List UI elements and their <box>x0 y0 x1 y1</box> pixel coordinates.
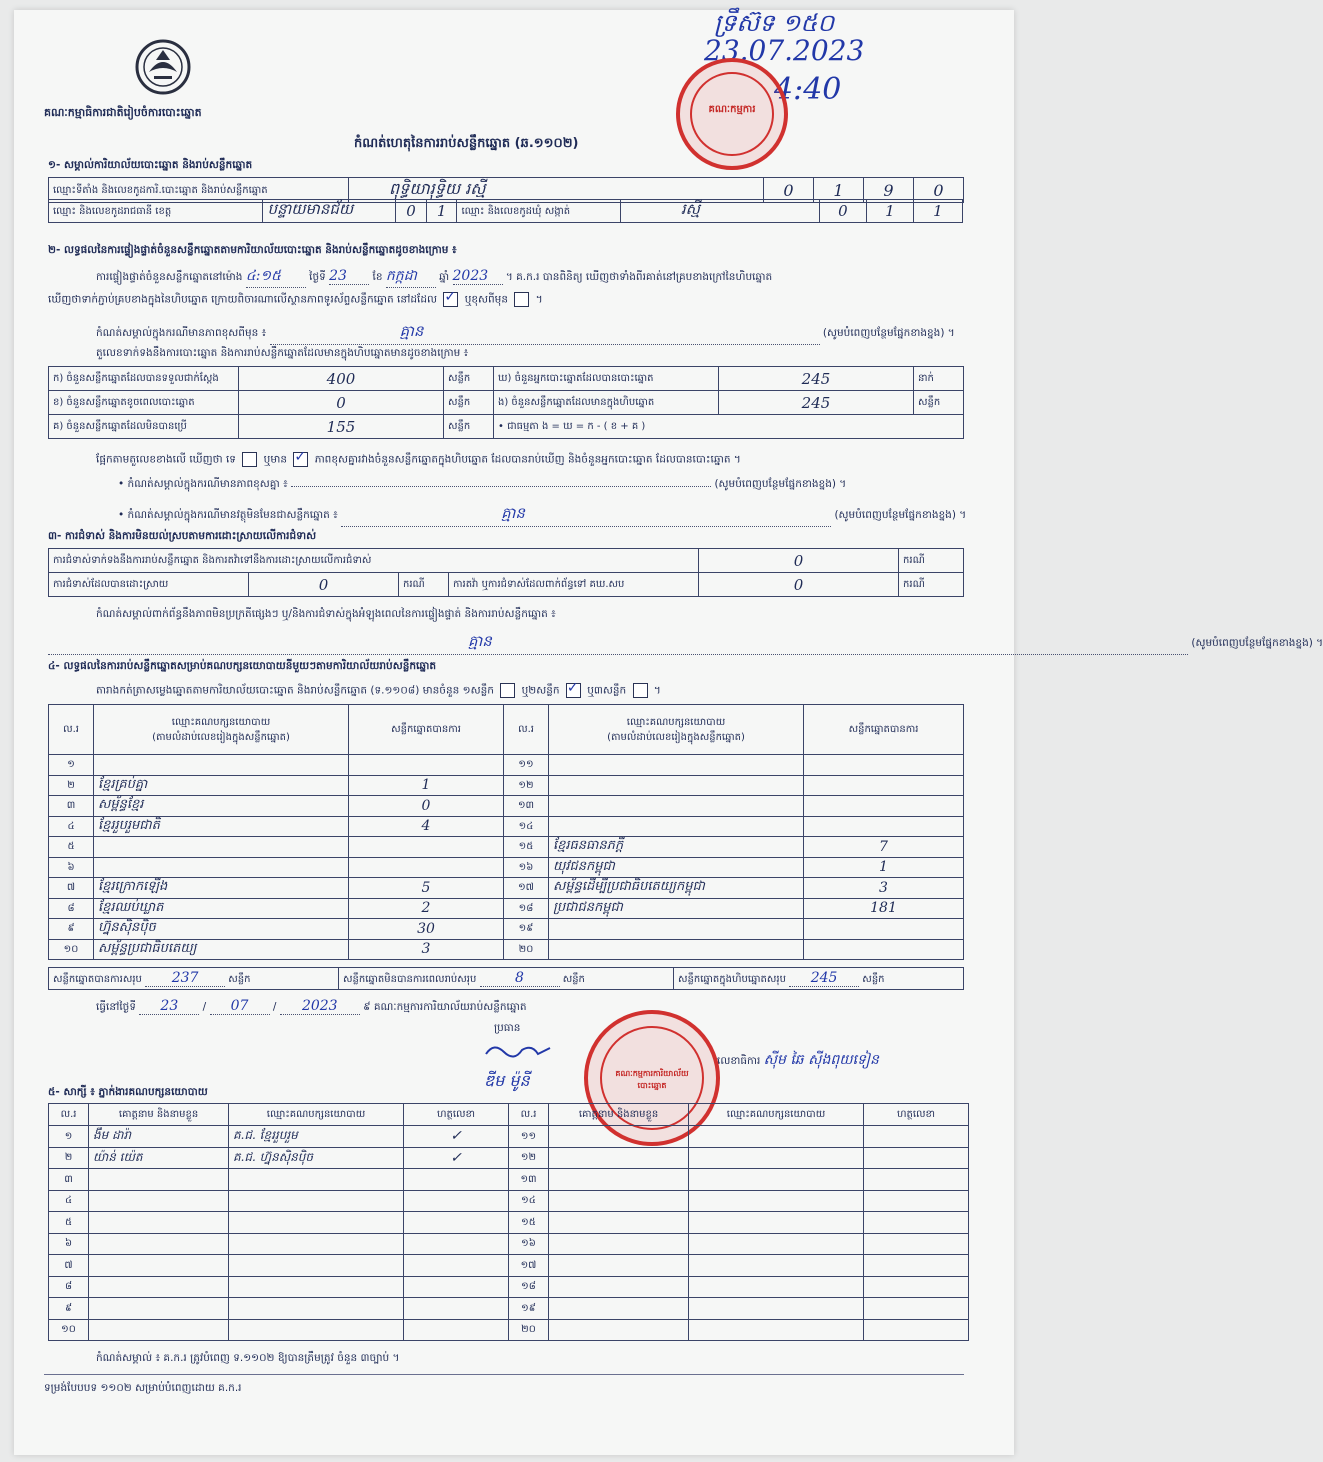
row-number: ១០ <box>49 1319 89 1341</box>
witness-party <box>689 1169 864 1191</box>
figures-table <box>48 366 964 439</box>
party-name <box>549 796 804 817</box>
row-number: ១១ <box>509 1126 549 1148</box>
row-number: ១៥ <box>504 837 549 858</box>
witness-name <box>549 1126 689 1148</box>
party-votes: 5 <box>349 878 504 899</box>
row-number: ១៨ <box>509 1276 549 1298</box>
row-number: ៥ <box>49 1212 89 1234</box>
witness-name <box>89 1255 229 1277</box>
col-party-header: ឈ្មោះគណបក្សនយោបាយ <box>689 1104 864 1126</box>
table-row <box>49 1276 969 1298</box>
note1-value: គ្មាន <box>270 322 820 345</box>
unit-label: សន្លឹក <box>914 391 964 415</box>
one-sheet-checkbox[interactable] <box>500 683 515 698</box>
section3-note-line: គ្មាន (សូមបំពេញបន្ថែមផ្នែកខាងខ្នង) ។ <box>48 632 1323 655</box>
witness-name <box>89 1169 229 1191</box>
row-number: ២០ <box>504 939 549 960</box>
section3-note: កំណត់សម្គាល់ពាក់ព័ន្ធនឹងភាពមិនប្រក្រតីផ្សេងៗ ឬ/និងការជំទាស់ក្នុងអំឡុងពេលនៃការផ្ទៀងផ្ទាត់ និងការរាប់សន្លឹកឆ្នោត ៖ <box>96 608 556 620</box>
province-code-digit: 0 <box>396 200 427 223</box>
witness-name <box>89 1190 229 1212</box>
has-discrepancy-checkbox[interactable] <box>293 452 308 467</box>
row-number: ៣ <box>49 1169 89 1191</box>
witness-name <box>89 1276 229 1298</box>
total-box: 245 <box>789 970 859 987</box>
section5-heading: ៥- សាក្សី ៖ ភ្នាក់ងារគណបក្សនយោបាយ <box>48 1086 208 1098</box>
witness-party <box>229 1169 404 1191</box>
witness-signature <box>864 1212 969 1234</box>
party-name <box>549 755 804 776</box>
commune-name: រស្មី <box>620 200 819 223</box>
party-name: សម្ព័ន្ធដើម្បីប្រជាធិបតេយ្យកម្ពុជា <box>549 878 804 899</box>
pages-line: តារាងកត់ត្រាសម្លេងឆ្នោតតាមការិយាល័យបោះឆ្នោត និងរាប់សន្លឹកឆ្នោត (ទ.១១០៨) មានចំនួន ១សន្លឹក ឬ២សន្លឹក ✓ ឬ៣សន្លឹក ។ <box>96 683 661 700</box>
table-row <box>49 857 964 878</box>
row-number: ១៧ <box>504 878 549 899</box>
commune-label: ឈ្មោះ និងលេខកូដឃុំ សង្កាត់ <box>457 200 620 223</box>
col-party-header: ឈ្មោះគណបក្សនយោបាយ (តាមលំដាប់លេខរៀងក្នុងសន្លឹកឆ្នោត) <box>94 705 349 755</box>
made-year: 2023 <box>280 998 360 1015</box>
witness-name <box>549 1190 689 1212</box>
witness-party <box>229 1255 404 1277</box>
different-checkbox[interactable] <box>514 292 529 307</box>
total-valid-cell: សន្លឹកឆ្នោតបានការសរុប 237 សន្លឹក <box>49 968 339 990</box>
party-name: ខ្មែរក្រោកឡើង <box>94 878 349 899</box>
unit-label: សន្លឹក <box>444 391 494 415</box>
commune-code-digit: 1 <box>866 200 913 223</box>
row-number: ១៤ <box>504 816 549 837</box>
table-row <box>49 1126 969 1148</box>
witness-party <box>229 1212 404 1234</box>
col-sign-header: ហត្ថលេខា <box>404 1104 509 1126</box>
party-name: ខ្មែរឈប់ឃ្លាត <box>94 898 349 919</box>
party-name <box>549 775 804 796</box>
note1-line: កំណត់សម្គាល់ក្នុងករណីមានភាពខុសពីមុន ៖ គ្មាន (សូមបំពេញបន្ថែមផ្នែកខាងខ្នង) ។ <box>96 322 986 345</box>
witness-signature <box>404 1298 509 1320</box>
site-code-digit: 0 <box>764 178 814 203</box>
witness-name <box>549 1276 689 1298</box>
party-votes: 4 <box>349 816 504 837</box>
witness-signature <box>404 1190 509 1212</box>
party-votes <box>804 816 964 837</box>
party-votes <box>349 857 504 878</box>
party-votes: 3 <box>349 939 504 960</box>
formula-note: • ជាធម្មតា ង = ឃ = ក - ( ខ + គ ) <box>494 415 964 439</box>
witness-signature: ✓ <box>404 1126 509 1148</box>
made-on-line: ធ្វើនៅថ្ងៃទី 23 / 07 / 2023 ៩ គណៈកម្មការការិយាល័យរាប់សន្លឹកឆ្នោត <box>96 998 527 1014</box>
table-row <box>49 919 964 940</box>
party-votes: 2 <box>349 898 504 919</box>
province-code-digit: 1 <box>426 200 457 223</box>
row-number: ៧ <box>49 1255 89 1277</box>
row-number: ១ <box>49 1126 89 1148</box>
witness-name <box>549 1169 689 1191</box>
witness-signature <box>864 1276 969 1298</box>
witness-party <box>689 1126 864 1148</box>
bullet2-line: • កំណត់សម្គាល់ក្នុងករណីមានវត្ថុមិនមែនជាសន្លឹកឆ្នោត ៖ គ្មាន (សូមបំពេញបន្ថែមផ្នែកខាងខ្នង) ។ <box>118 504 966 527</box>
emblem-icon <box>134 38 192 96</box>
secretary-signature: ស៊ីម ឆៃ ស៊ីងពុយទៀន <box>763 1052 879 1068</box>
unit-label: សន្លឹក <box>444 415 494 439</box>
three-sheets-checkbox[interactable] <box>633 683 648 698</box>
witness-name <box>89 1233 229 1255</box>
figure-e-label: ង) ចំនួនសន្លឹកឆ្នោតដែលមានក្នុងហិបឆ្នោត <box>494 391 719 415</box>
handwritten-code: ទ្រឹស៊ទ ១៥០ <box>714 9 835 37</box>
witness-signature <box>864 1126 969 1148</box>
row-number: ៩ <box>49 919 94 940</box>
party-votes: 30 <box>349 919 504 940</box>
row-number: ១៩ <box>504 919 549 940</box>
witness-signature <box>404 1233 509 1255</box>
committee-name: គណៈកម្មាធិការជាតិរៀបចំការបោះឆ្នោត <box>44 106 202 119</box>
party-votes <box>804 939 964 960</box>
party-votes <box>804 755 964 776</box>
row-number: ២០ <box>509 1319 549 1341</box>
unit-label: នាក់ <box>914 367 964 391</box>
table-row <box>49 939 964 960</box>
party-name: ខ្មែររួបរួមជាតិ <box>94 816 349 837</box>
site-code-digit: 0 <box>914 178 964 203</box>
col-votes-header: សន្លឹកឆ្នោតបានការ <box>349 705 504 755</box>
vote-totals <box>48 967 964 990</box>
table-row <box>49 837 964 858</box>
section4-heading: ៤- លទ្ធផលនៃការរាប់សន្លឹកឆ្នោតសម្រាប់គណបក្សនយោបាយនីមួយៗតាមការិយាល័យរាប់សន្លឹកឆ្នោត <box>48 660 437 672</box>
party-votes: 3 <box>804 878 964 899</box>
witness-party <box>229 1319 404 1341</box>
figure-a-label: ក) ចំនួនសន្លឹកឆ្នោតដែលបានទទួលជាក់ស្តែង <box>49 367 239 391</box>
same-checkbox[interactable] <box>443 292 458 307</box>
witness-signature <box>864 1233 969 1255</box>
row-number: ៣ <box>49 796 94 817</box>
footer-form-ref: ទម្រង់បែបបទ ១១០២ សម្រាប់បំពេញដោយ គ.ក.រ <box>44 1382 242 1394</box>
total-invalid: 8 <box>480 970 560 987</box>
witness-party: គ.ជ. ខ្មែររួបរួម <box>229 1126 404 1148</box>
party-name: ហ្វ៊ុនស៊ិនប៉ិច <box>94 919 349 940</box>
verification-day: 23 <box>329 268 369 285</box>
witness-name <box>549 1255 689 1277</box>
row-number: ៨ <box>49 898 94 919</box>
witness-signature <box>864 1147 969 1169</box>
party-name: សម្ព័ន្ធប្រជាធិបតេយ្យ <box>94 939 349 960</box>
province-label: ឈ្មោះ និងលេខកូដរាជធានី ខេត្ត <box>49 200 263 223</box>
resolved-count: 0 <box>249 573 399 597</box>
witness-party <box>689 1147 864 1169</box>
table-row <box>49 775 964 796</box>
row-number: ១ <box>49 755 94 776</box>
section1-table-row2 <box>48 199 963 223</box>
party-name: សម្ព័ន្ធខ្មែរ <box>94 796 349 817</box>
party-votes <box>349 837 504 858</box>
table-row <box>49 878 964 899</box>
witness-name: យ៉ាន់ យ៉េត <box>89 1147 229 1169</box>
appeal-label: ការតវ៉ា ឬការជំទាស់ដែលពាក់ព័ន្ធទៅ គឃ.សប <box>449 573 699 597</box>
table-row <box>49 1233 969 1255</box>
figure-e-value: 245 <box>719 391 914 415</box>
witness-party <box>689 1233 864 1255</box>
figure-b-value: 0 <box>239 391 444 415</box>
row-number: ១០ <box>49 939 94 960</box>
col-no-header: ល.រ <box>504 705 549 755</box>
witness-signature <box>864 1298 969 1320</box>
unit-label: ករណី <box>899 549 964 573</box>
table-row <box>49 755 964 776</box>
section3-note-value: គ្មាន <box>48 632 1188 655</box>
votes-table <box>48 704 964 960</box>
party-name: យុវជនកម្ពុជា <box>549 857 804 878</box>
col-party-header: ឈ្មោះគណបក្សនយោបាយ <box>229 1104 404 1126</box>
section1-heading: ១- សម្គាល់ការិយាល័យបោះឆ្នោត និងរាប់សន្លឹកឆ្នោត <box>48 159 253 171</box>
witness-party <box>689 1319 864 1341</box>
unit-label: សន្លឹក <box>444 367 494 391</box>
resolved-label: ការជំទាស់ដែលបានដោះស្រាយ <box>49 573 249 597</box>
no-discrepancy-checkbox[interactable] <box>242 452 257 467</box>
witness-signature <box>404 1212 509 1234</box>
commune-code-digit: 1 <box>913 200 962 223</box>
table-row <box>49 1147 969 1169</box>
chair-name: ឌីម ម៉ូនី <box>484 1071 530 1090</box>
chair-signature <box>484 1040 554 1067</box>
table-row <box>49 1190 969 1212</box>
witness-signature <box>404 1319 509 1341</box>
row-number: ១៣ <box>504 796 549 817</box>
unit-label: ករណី <box>899 573 964 597</box>
row-number: ៩ <box>49 1298 89 1320</box>
section2-heading: ២- លទ្ធផលនៃការផ្ទៀងផ្ទាត់ចំនួនសន្លឹកឆ្នោតតាមការិយាល័យបោះឆ្នោត និងរាប់សន្លឹកឆ្នោតដូចខាងក្រោម ៖ <box>48 244 457 256</box>
party-name <box>549 816 804 837</box>
total-valid: 237 <box>145 970 225 987</box>
chair-label: ប្រធាន <box>494 1022 521 1034</box>
total-box-cell: សន្លឹកឆ្នោតក្នុងហិបឆ្នោតសរុប 245 សន្លឹក <box>674 968 964 990</box>
party-name <box>549 939 804 960</box>
objection-count: 0 <box>699 549 899 573</box>
row-number: ១៧ <box>509 1255 549 1277</box>
witness-party <box>689 1212 864 1234</box>
verification-year: 2023 <box>453 268 503 285</box>
col-no-header: ល.រ <box>49 705 94 755</box>
row-number: ៨ <box>49 1276 89 1298</box>
witness-name <box>89 1212 229 1234</box>
footer-note: កំណត់សម្គាល់ ៖ គ.ក.រ ត្រូវបំពេញ ទ.១១០២ ឱ្យបានត្រឹមត្រូវ ចំនួន ៣ច្បាប់ ។ <box>96 1352 400 1364</box>
row-number: ៤ <box>49 1190 89 1212</box>
party-name: ខ្មែរគ្រប់គ្នា <box>94 775 349 796</box>
stamp-bottom-text: គណៈកម្មការការិយាល័យបោះឆ្នោត <box>615 1069 689 1090</box>
party-votes: 1 <box>349 775 504 796</box>
made-day: 23 <box>139 998 199 1015</box>
witness-name <box>549 1147 689 1169</box>
handwritten-date: 23.07.2023 <box>704 34 865 67</box>
secretary-line: លេខាធិការ ស៊ីម ឆៃ ស៊ីងពុយទៀន <box>717 1052 879 1068</box>
party-name <box>94 755 349 776</box>
row-number: ១២ <box>504 775 549 796</box>
party-votes: 0 <box>349 796 504 817</box>
row-number: ១៦ <box>509 1233 549 1255</box>
row-number: ២ <box>49 775 94 796</box>
site-code-digit: 1 <box>814 178 864 203</box>
witness-name <box>549 1233 689 1255</box>
party-votes <box>349 755 504 776</box>
form-title: កំណត់ហេតុនៃការរាប់សន្លឹកឆ្នោត (ឆ.១១០២) <box>354 136 579 151</box>
row-number: ១៥ <box>509 1212 549 1234</box>
party-votes: 7 <box>804 837 964 858</box>
appeal-count: 0 <box>699 573 899 597</box>
bullet2-value: គ្មាន <box>341 504 831 527</box>
witness-party: គ.ជ. ហ្វ៊ុនស៊ិនប៉ិច <box>229 1147 404 1169</box>
witness-signature: ✓ <box>404 1147 509 1169</box>
figure-b-label: ខ) ចំនួនសន្លឹកឆ្នោតខូចពេលបោះឆ្នោត <box>49 391 239 415</box>
witness-signature <box>864 1190 969 1212</box>
row-number: ៥ <box>49 837 94 858</box>
row-number: ១៤ <box>509 1190 549 1212</box>
row-number: ៤ <box>49 816 94 837</box>
party-votes: 1 <box>804 857 964 878</box>
witness-name <box>89 1298 229 1320</box>
witness-name <box>549 1212 689 1234</box>
two-sheets-checkbox[interactable] <box>566 683 581 698</box>
row-number: ១៦ <box>504 857 549 878</box>
table-row <box>49 816 964 837</box>
commune-code-digit: 0 <box>819 200 866 223</box>
figure-c-value: 155 <box>239 415 444 439</box>
footer-divider <box>44 1374 964 1375</box>
col-sign-header: ហត្ថលេខា <box>864 1104 969 1126</box>
party-votes <box>804 919 964 940</box>
witness-party <box>229 1276 404 1298</box>
made-month: 07 <box>210 998 270 1015</box>
table-row <box>49 1298 969 1320</box>
objections-table <box>48 548 964 597</box>
col-no-header: ល.រ <box>49 1104 89 1126</box>
figures-intro: តួលេខទាក់ទងនឹងការបោះឆ្នោត និងការរាប់សន្លឹកឆ្នោតដែលមានក្នុងហិបឆ្នោតមានដូចខាងក្រោម ៖ <box>96 347 469 359</box>
province-name: បន្ទាយមានជ័យ <box>263 200 396 223</box>
stamp-top-text: គណៈកម្មការ <box>708 104 756 115</box>
col-votes-header: សន្លឹកឆ្នោតបានការ <box>804 705 964 755</box>
witness-party <box>229 1190 404 1212</box>
party-name <box>549 919 804 940</box>
table-row <box>49 1212 969 1234</box>
table-row <box>49 1255 969 1277</box>
site-code-digit: 9 <box>864 178 914 203</box>
verification-month: កក្កដា <box>386 266 436 288</box>
witness-signature <box>404 1276 509 1298</box>
discrepancy-line: ផ្អែកតាមតួលេខខាងលើ ឃើញថា ទេ ឬមាន ✓ ភាពខុសគ្នារវាងចំនួនសន្លឹកឆ្នោតក្នុងហិបឆ្នោត ដែលបានរាប់ឃើញ និងចំនួនអ្នកបោះឆ្នោត ដែលបានបោះឆ្នោត ។ <box>96 452 741 469</box>
row-number: ១៨ <box>504 898 549 919</box>
witness-party <box>229 1233 404 1255</box>
table-row <box>49 1169 969 1191</box>
col-party-header: ឈ្មោះគណបក្សនយោបាយ (តាមលំដាប់លេខរៀងក្នុងសន្លឹកឆ្នោត) <box>549 705 804 755</box>
site-label: ឈ្មោះទីតាំង និងលេខកូដការិ.បោះឆ្នោត និងរាប់សន្លឹកឆ្នោត <box>49 178 349 203</box>
form-sheet <box>14 9 1323 1455</box>
row-number: ២ <box>49 1147 89 1169</box>
bullet1-line: • កំណត់សម្គាល់ក្នុងករណីមានភាពខុសគ្នា ៖ (សូមបំពេញបន្ថែមផ្នែកខាងខ្នង) ។ <box>118 478 847 490</box>
witness-party <box>689 1276 864 1298</box>
figure-d-value: 245 <box>719 367 914 391</box>
witness-name <box>549 1319 689 1341</box>
row-number: ៦ <box>49 857 94 878</box>
figure-c-label: គ) ចំនួនសន្លឹកឆ្នោតដែលមិនបានប្រើ <box>49 415 239 439</box>
witness-party <box>689 1255 864 1277</box>
witness-name <box>549 1298 689 1320</box>
row-number: ១១ <box>504 755 549 776</box>
seal-check-line: ឃើញថាទាក់ភ្ជាប់គ្របខាងក្នុងនៃហិបឆ្នោត ក្រោយពិចារណាលើស្ថានភាពទូរស័ព្ទសន្លឹកឆ្នោត នៅដដែល ✓ ឬខុសពីមុន ។ <box>48 292 543 309</box>
witness-name <box>89 1319 229 1341</box>
party-name: ប្រជាជនកម្ពុជា <box>549 898 804 919</box>
party-name <box>94 857 349 878</box>
table-row <box>49 1319 969 1341</box>
col-name-header: គោត្តនាម និងនាមខ្លួន <box>89 1104 229 1126</box>
row-number: ៦ <box>49 1233 89 1255</box>
row-number: ១៣ <box>509 1169 549 1191</box>
col-no-header: ល.រ <box>509 1104 549 1126</box>
witness-signature <box>404 1255 509 1277</box>
witness-party <box>229 1298 404 1320</box>
figure-a-value: 400 <box>239 367 444 391</box>
section3-heading: ៣- ការជំទាស់ និងការមិនយល់ស្របតាមការដោះស្រាយលើការជំទាស់ <box>48 530 317 542</box>
handwritten-time: 4:40 <box>774 72 842 107</box>
site-name: ពុទ្ធិយារុទ្ធិយ រស្មី <box>349 178 764 203</box>
party-name: ខ្មែរធនធានភក្ដី <box>549 837 804 858</box>
row-number: ៧ <box>49 878 94 899</box>
col-name-header: គោត្តនាម និងនាមខ្លួន <box>549 1104 689 1126</box>
witness-party <box>689 1190 864 1212</box>
verification-time: ៤:១៥ <box>246 266 306 288</box>
objection-label: ការជំទាស់ទាក់ទងនឹងការរាប់សន្លឹកឆ្នោត និងការតវ៉ាទៅនឹងការដោះស្រាយលើការជំទាស់ <box>49 549 699 573</box>
party-votes <box>804 775 964 796</box>
witness-name: ងឹម ដារ៉ា <box>89 1126 229 1148</box>
verification-line: ការផ្ទៀងផ្ទាត់ចំនួនសន្លឹកឆ្នោតនៅម៉ោង ៤:១៥ ថ្ងៃទី 23 ខែ កក្កដា ឆ្នាំ 2023 ។ គ.ក.រ បានពិនិត្យ ឃើញថាទាំងពីរគាត់នៅគ្របខាងក្រៅនៃហិបឆ្នោត <box>96 266 772 288</box>
unit-label: ករណី <box>399 573 449 597</box>
witness-signature <box>864 1169 969 1191</box>
row-number: ១២ <box>509 1147 549 1169</box>
witness-signature <box>404 1169 509 1191</box>
witness-party <box>689 1298 864 1320</box>
party-name <box>94 837 349 858</box>
official-stamp-top <box>676 58 788 170</box>
figure-d-label: ឃ) ចំនួនអ្នកបោះឆ្នោតដែលបានបោះឆ្នោត <box>494 367 719 391</box>
witness-table <box>48 1103 969 1341</box>
row-number: ១៩ <box>509 1298 549 1320</box>
party-votes <box>804 796 964 817</box>
table-row <box>49 796 964 817</box>
witness-signature <box>864 1255 969 1277</box>
party-votes: 181 <box>804 898 964 919</box>
total-invalid-cell: សន្លឹកឆ្នោតមិនបានការពេលរាប់សរុប 8 សន្លឹក <box>339 968 674 990</box>
witness-signature <box>864 1319 969 1341</box>
table-row <box>49 898 964 919</box>
